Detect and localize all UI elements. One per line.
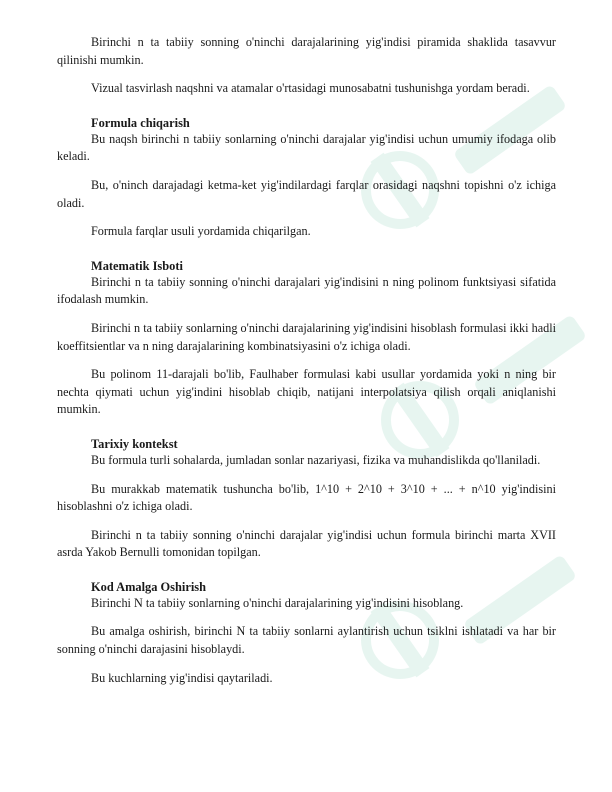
section-matematik-isboti [57, 258, 556, 419]
section-kod-amalga-oshirish [57, 579, 556, 687]
section-heading: Tarixiy kontekst [91, 436, 178, 451]
intro-paragraph-1: Birinchi n ta tabiiy sonning o'ninchi darajalarining yig'indisi piramida shaklida tasavvur qilinishi mumkin. [57, 35, 556, 67]
section-heading: Matematik Isboti [91, 258, 183, 273]
section-paragraph: Birinchi n ta tabiiy sonning o'ninchi darajalar yig'indisi uchun formula birinchi marta XVII asrda Yakob Bernulli tomonidan topilgan. [57, 527, 556, 560]
document-body [57, 34, 556, 698]
section-paragraph: Bu amalga oshirish, birinchi N ta tabiiy sonlarni aylantirish uchun tsiklni ishlatadi va har bir sonning o'ninchi darajasini hisoblaydi. [57, 624, 556, 657]
section-paragraph: Bu naqsh birinchi n tabiiy sonlarning o'ninchi darajalar yig'indisi uchun umumiy ifodaga olib keladi. [57, 131, 556, 164]
section-paragraph: Bu, o'ninch darajadagi ketma-ket yig'indilardagi farqlar orasidagi naqshni topishni o'z ichiga oladi. [57, 177, 556, 210]
intro-paragraph-2: Vizual tasvirlash naqshni va atamalar o'rtasidagi munosabatni tushunishga yordam beradi. [91, 81, 530, 96]
section-paragraph: Formula farqlar usuli yordamida chiqarilgan. [91, 224, 311, 239]
section-paragraph: Birinchi n ta tabiiy sonning o'ninchi darajalari yig'indisini n ning polinom funktsiyasi sifatida ifodalash mumkin. [57, 274, 556, 307]
section-tarixiy-kontekst [57, 436, 556, 562]
section-paragraph: Bu murakkab matematik tushuncha bo'lib, 1^10 + 2^10 + 3^10 + ... + n^10 yig'indisini hisoblashni o'z ichiga oladi. [57, 481, 556, 514]
section-heading: Formula chiqarish [91, 115, 190, 130]
section-paragraph: Bu polinom 11-darajali bo'lib, Faulhaber formulasi kabi usullar yordamida yoki n ning bir nechta qiymati uchun yig'indini hisoblab chiqib, natijani interpolatsiya qilish orqali aniqlanishi mumkin. [57, 367, 556, 417]
section-paragraph: Bu formula turli sohalarda, jumladan sonlar nazariyasi, fizika va muhandislikda qo'llaniladi. [91, 452, 541, 467]
section-paragraph: Birinchi n ta tabiiy sonlarning o'ninchi darajalarining yig'indisini hisoblash formulasi ikki hadli koeffitsientlar va n ning darajalarining kombinatsiyasini o'z ichiga oladi. [57, 320, 556, 353]
section-heading: Kod Amalga Oshirish [91, 579, 206, 594]
section-paragraph: Birinchi N ta tabiiy sonlarning o'ninchi darajalarining yig'indisini hisoblang. [91, 595, 464, 610]
section-formula-chiqarish [57, 115, 556, 241]
section-paragraph: Bu kuchlarning yig'indisi qaytariladi. [91, 670, 273, 685]
